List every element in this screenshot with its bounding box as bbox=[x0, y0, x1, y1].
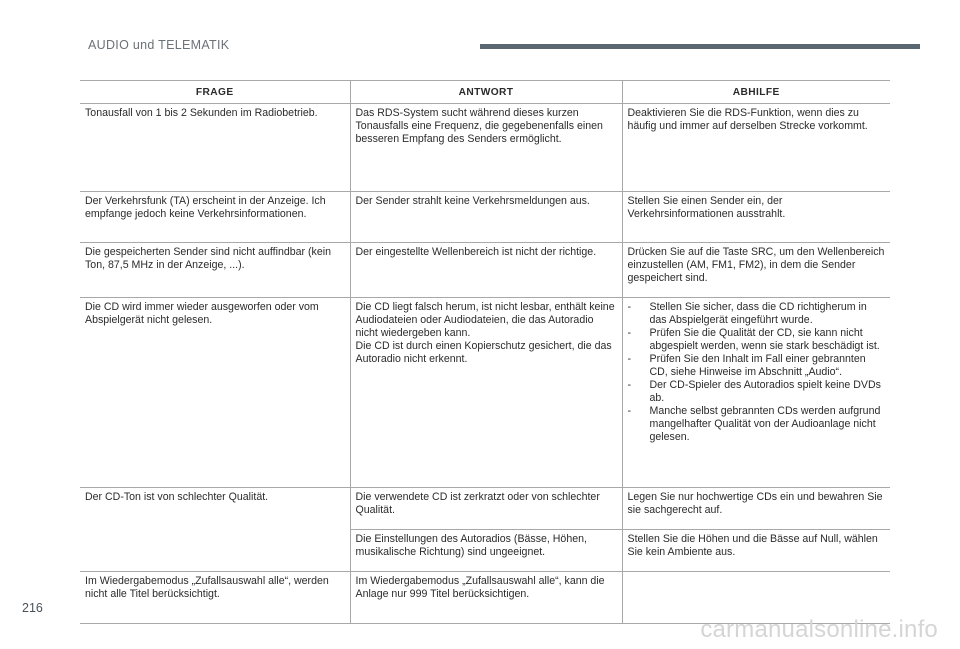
table-row bbox=[80, 488, 890, 530]
header-bar bbox=[480, 44, 920, 49]
table-row bbox=[80, 243, 890, 298]
remedy-cell: Stellen Sie die Höhen und die Bässe auf Null, wählen Sie kein Ambiente aus. bbox=[622, 530, 890, 572]
answer-cell: Die verwendete CD ist zerkratzt oder von schlechter Qualität. bbox=[350, 488, 622, 530]
answer-line: Die CD ist durch einen Kopierschutz gesichert, die das Autoradio nicht erkennt. bbox=[355, 340, 612, 365]
remedy-cell: Drücken Sie auf die Taste SRC, um den Wellenbereich einzustellen (AM, FM1, FM2), in dem die Sender gespeichert sind. bbox=[622, 243, 890, 298]
table-row bbox=[80, 104, 890, 192]
question-cell: Die gespeicherten Sender sind nicht auffindbar (kein Ton, 87,5 MHz in der Anzeige, ...). bbox=[80, 243, 350, 298]
question-cell: Die CD wird immer wieder ausgeworfen oder vom Abspielgerät nicht gelesen. bbox=[80, 298, 350, 488]
answer-cell bbox=[350, 298, 622, 488]
answer-cell: Der Sender strahlt keine Verkehrsmeldungen aus. bbox=[350, 192, 622, 243]
remedy-list-item: - Der CD-Spieler des Autoradios spielt keine DVDs ab. bbox=[628, 379, 886, 405]
watermark: carmanualsonline.info bbox=[700, 616, 938, 643]
column-header-answer: ANTWORT bbox=[350, 81, 622, 104]
table-row bbox=[80, 298, 890, 488]
remedy-list-item: - Prüfen Sie den Inhalt im Fall einer gebrannten CD, siehe Hinweise im Abschnitt „Audio“. bbox=[628, 353, 886, 379]
remedy-list-item: - Stellen Sie sicher, dass die CD richtigherum in das Abspielgerät eingeführt wurde. bbox=[628, 301, 886, 327]
answer-cell: Die Einstellungen des Autoradios (Bässe, Höhen, musikalische Richtung) sind ungeeignet. bbox=[350, 530, 622, 572]
question-cell: Tonausfall von 1 bis 2 Sekunden im Radiobetrieb. bbox=[80, 104, 350, 192]
remedy-list-item: - Prüfen Sie die Qualität der CD, sie kann nicht abgespielt werden, wenn sie stark beschädigt ist. bbox=[628, 327, 886, 353]
troubleshooting-table bbox=[80, 80, 890, 624]
column-header-remedy: ABHILFE bbox=[622, 81, 890, 104]
table-header-row bbox=[80, 81, 890, 104]
answer-cell: Im Wiedergabemodus „Zufallsauswahl alle“, kann die Anlage nur 999 Titel berücksichtigen. bbox=[350, 572, 622, 624]
remedy-cell: Stellen Sie einen Sender ein, der Verkehrsinformationen ausstrahlt. bbox=[622, 192, 890, 243]
section-title: AUDIO und TELEMATIK bbox=[88, 38, 230, 52]
question-cell: Der Verkehrsfunk (TA) erscheint in der Anzeige. Ich empfange jedoch keine Verkehrsinformationen. bbox=[80, 192, 350, 243]
remedy-list bbox=[628, 301, 886, 444]
question-cell: Im Wiedergabemodus „Zufallsauswahl alle“, werden nicht alle Titel berücksichtigt. bbox=[80, 572, 350, 624]
table-row bbox=[80, 192, 890, 243]
remedy-cell: Deaktivieren Sie die RDS-Funktion, wenn dies zu häufig und immer auf derselben Strecke vorkommt. bbox=[622, 104, 890, 192]
remedy-cell: Legen Sie nur hochwertige CDs ein und bewahren Sie sie sachgerecht auf. bbox=[622, 488, 890, 530]
answer-cell: Das RDS-System sucht während dieses kurzen Tonausfalls eine Frequenz, die gegebenenfalls einen besseren Empfang des Senders ermöglicht. bbox=[350, 104, 622, 192]
column-header-question: FRAGE bbox=[80, 81, 350, 104]
remedy-list-item: - Manche selbst gebrannten CDs werden aufgrund mangelhafter Qualität von der Audioanlage nicht gelesen. bbox=[628, 405, 886, 444]
answer-cell: Der eingestellte Wellenbereich ist nicht der richtige. bbox=[350, 243, 622, 298]
question-cell: Der CD-Ton ist von schlechter Qualität. bbox=[80, 488, 350, 572]
answer-line: Die CD liegt falsch herum, ist nicht lesbar, enthält keine Audiodateien oder Audiodateien, die das Autoradio nicht wiedergeben kann. bbox=[355, 301, 615, 339]
page-number: 216 bbox=[22, 601, 43, 615]
remedy-cell bbox=[622, 298, 890, 488]
